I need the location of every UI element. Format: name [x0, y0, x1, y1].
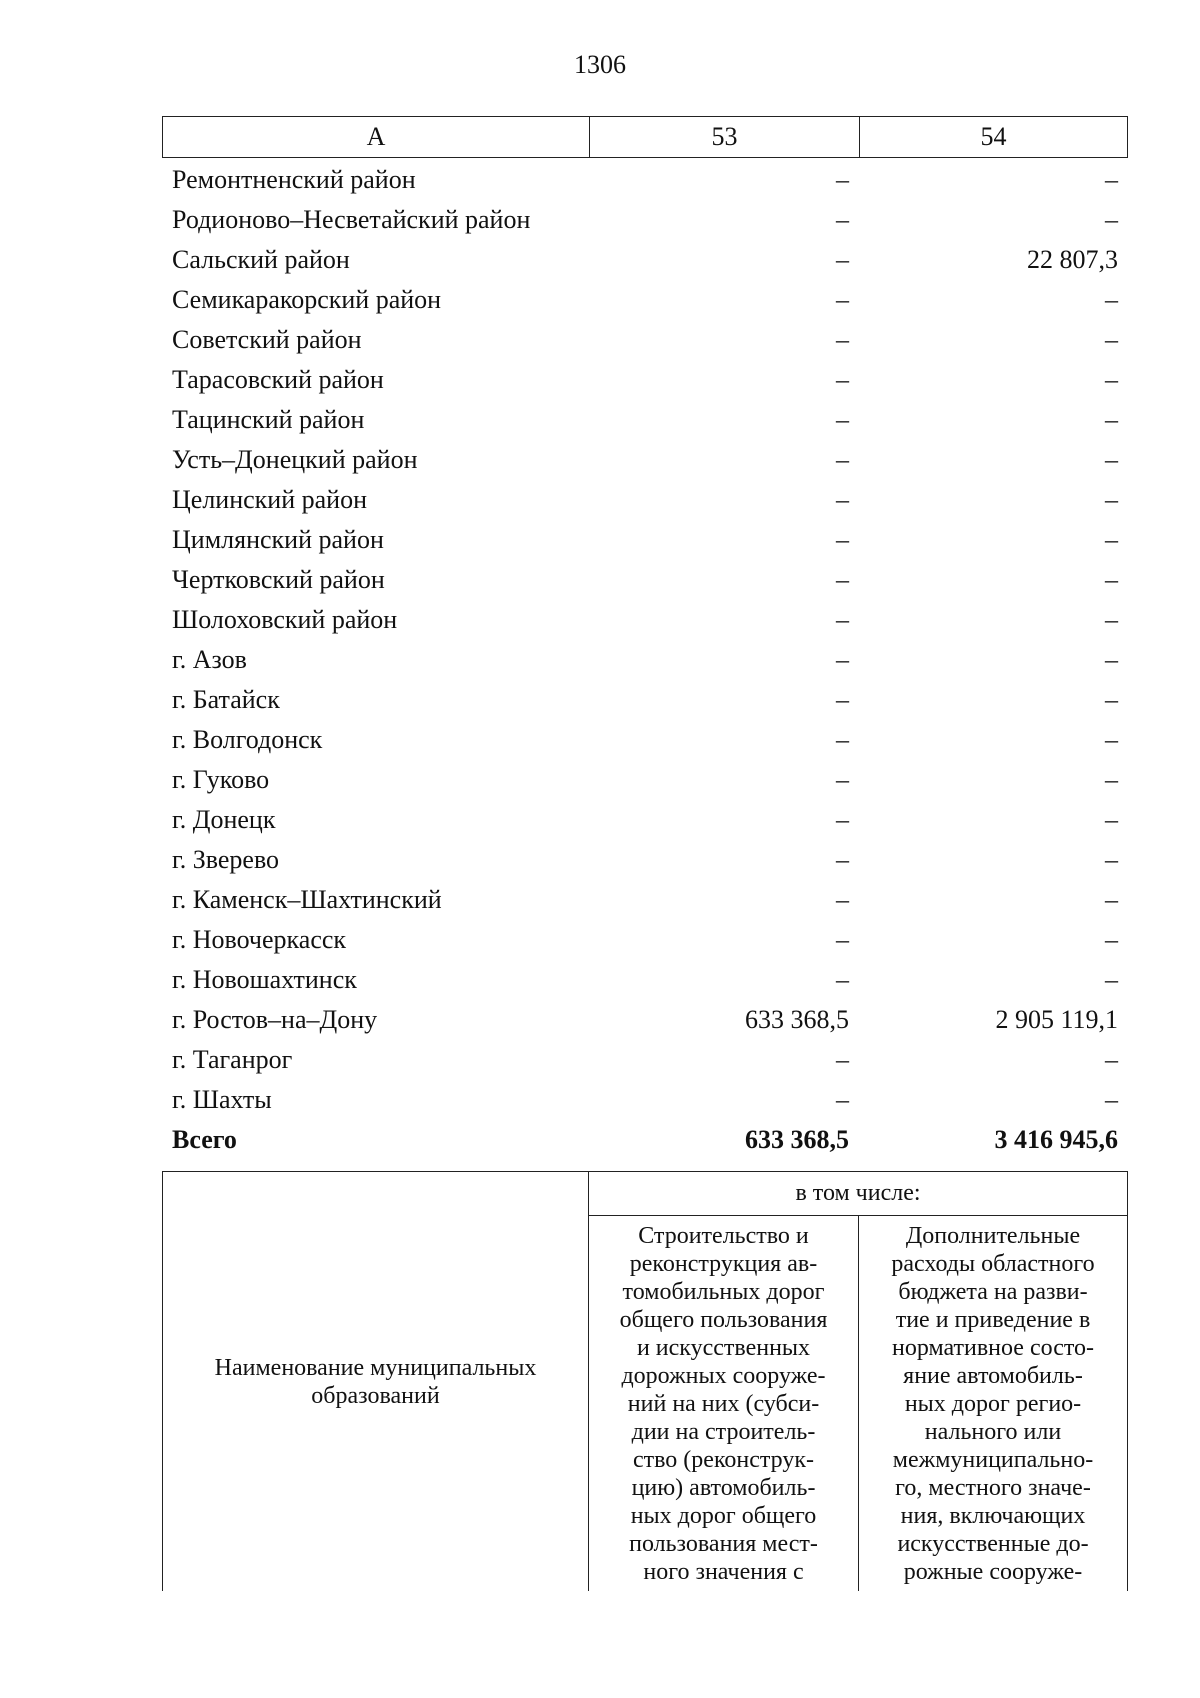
table-row [162, 1080, 1128, 1120]
value-col-54: – [1105, 925, 1118, 954]
municipality-name-header: Наименование муниципальных образований [163, 1172, 589, 1591]
table-row [162, 600, 1128, 640]
header-text-line: ния, включающих [900, 1503, 1086, 1529]
table-row [162, 160, 1128, 200]
table-row [162, 920, 1128, 960]
value-col-53: – [836, 325, 849, 354]
table-row [162, 200, 1128, 240]
value-col-53: – [836, 365, 849, 394]
additional-expenses-column-header [859, 1216, 1127, 1591]
value-col-54: – [1105, 445, 1118, 474]
municipality-name: Тарасовский район [172, 365, 384, 394]
table-row [162, 440, 1128, 480]
value-col-54: – [1105, 405, 1118, 434]
municipality-name: г. Зверево [172, 845, 280, 874]
value-col-54: – [1105, 885, 1118, 914]
table-row [162, 320, 1128, 360]
value-col-53: – [836, 645, 849, 674]
table-row [162, 680, 1128, 720]
value-col-54: – [1105, 1085, 1118, 1114]
header-text-line: тие и приведение в [895, 1307, 1091, 1333]
table-row [162, 1000, 1128, 1040]
construction-column-header [589, 1216, 859, 1591]
value-col-54: – [1105, 605, 1118, 634]
value-col-54: – [1105, 965, 1118, 994]
value-col-54: – [1105, 645, 1118, 674]
municipality-name: г. Батайск [172, 685, 280, 714]
value-col-54: 3 416 945,6 [994, 1125, 1118, 1154]
data-table [162, 160, 1128, 1160]
municipality-name: Сальский район [172, 245, 350, 274]
value-col-53: – [836, 525, 849, 554]
value-col-53: – [836, 245, 849, 274]
value-col-53: – [836, 845, 849, 874]
column-header-54: 54 [980, 122, 1007, 151]
table-row [162, 360, 1128, 400]
table-row [162, 1040, 1128, 1080]
value-col-54: – [1105, 165, 1118, 194]
value-col-54: 2 905 119,1 [995, 1005, 1118, 1034]
header-text-line: ний на них (субси- [627, 1391, 820, 1417]
table-row [162, 720, 1128, 760]
municipality-name: Целинский район [172, 485, 367, 514]
table-row [162, 760, 1128, 800]
value-col-53: – [836, 405, 849, 434]
header-text-line: и искусственных [636, 1335, 811, 1361]
value-col-54: – [1105, 325, 1118, 354]
header-text-line: дии на строитель- [631, 1419, 816, 1445]
header-text-line: нормативное состо- [891, 1335, 1095, 1361]
value-col-54: – [1105, 845, 1118, 874]
municipality-name: г. Шахты [172, 1085, 272, 1114]
municipality-name: Чертковский район [172, 565, 385, 594]
header-text-line: ных дорог общего [630, 1503, 817, 1529]
header-text-line: расходы областного [891, 1251, 1095, 1277]
value-col-53: – [836, 925, 849, 954]
table-row [162, 880, 1128, 920]
header-text-line: искусственные до- [897, 1531, 1089, 1557]
value-col-54: – [1105, 765, 1118, 794]
header-text-line: бюджета на разви- [898, 1279, 1088, 1305]
header-text-line: реконструкция ав- [629, 1251, 818, 1277]
value-col-53: – [836, 765, 849, 794]
value-col-53: – [836, 285, 849, 314]
header-text-line: Дополнительные [905, 1223, 1081, 1249]
value-col-53: – [836, 1045, 849, 1074]
municipality-name: г. Таганрог [172, 1045, 293, 1074]
municipality-name: г. Азов [172, 645, 247, 674]
table-row [162, 960, 1128, 1000]
table-row [162, 560, 1128, 600]
value-col-54: – [1105, 485, 1118, 514]
page-number: 1306 [574, 50, 626, 79]
value-col-53: – [836, 565, 849, 594]
column-header-row [162, 116, 1128, 158]
municipality-name: г. Новошахтинск [172, 965, 357, 994]
value-col-53: – [836, 965, 849, 994]
table-row [162, 520, 1128, 560]
header-text-line: общего пользования [619, 1307, 828, 1333]
municipality-name: г. Волгодонск [172, 725, 323, 754]
column-header-53: 53 [590, 117, 860, 157]
table-row [162, 640, 1128, 680]
value-col-53: – [836, 885, 849, 914]
header-text-line: го, местного значе- [895, 1475, 1091, 1501]
table-row [162, 400, 1128, 440]
value-col-54: – [1105, 365, 1118, 394]
municipality-name: Всего [172, 1125, 237, 1154]
municipality-name: Семикаракорский район [172, 285, 442, 314]
value-col-54: – [1105, 285, 1118, 314]
total-row [162, 1120, 1128, 1160]
table-row [162, 840, 1128, 880]
municipality-name: г. Донецк [172, 805, 276, 834]
value-col-53: – [836, 725, 849, 754]
municipality-name: Усть–Донецкий район [172, 445, 418, 474]
value-col-53: 633 368,5 [745, 1005, 849, 1034]
including-header: в том числе: [589, 1172, 1127, 1216]
municipality-name: Цимлянский район [172, 525, 384, 554]
header-text-line: цию) автомобиль- [631, 1475, 816, 1501]
municipality-name: Тацинский район [172, 405, 365, 434]
lower-header-table [162, 1171, 1128, 1591]
value-col-53: – [836, 1085, 849, 1114]
header-text-line: ство (реконструк- [632, 1447, 814, 1473]
value-col-54: – [1105, 205, 1118, 234]
header-text-line: нального или [924, 1419, 1062, 1445]
column-header-a: А [163, 117, 590, 157]
header-text-line: ного значения с [643, 1559, 804, 1585]
value-col-53: – [836, 165, 849, 194]
table-row [162, 800, 1128, 840]
value-col-53: – [836, 485, 849, 514]
header-text-line: дорожных сооруже- [621, 1363, 826, 1389]
value-col-54: – [1105, 725, 1118, 754]
value-col-54: – [1105, 805, 1118, 834]
value-col-53: – [836, 445, 849, 474]
header-text-line: межмуниципально- [892, 1447, 1094, 1473]
value-col-54: – [1105, 685, 1118, 714]
municipality-name: Советский район [172, 325, 362, 354]
value-col-54: – [1105, 1045, 1118, 1074]
value-col-53: – [836, 605, 849, 634]
table-row [162, 480, 1128, 520]
header-text-line: яние автомобиль- [903, 1363, 1083, 1389]
header-text-line: ных дорог регио- [904, 1391, 1082, 1417]
header-text-line: рожные сооруже- [903, 1559, 1083, 1585]
municipality-name: г. Новочеркасск [172, 925, 347, 954]
value-col-54: – [1105, 525, 1118, 554]
value-col-53: 633 368,5 [745, 1125, 849, 1154]
municipality-name: г. Ростов–на–Дону [172, 1005, 378, 1034]
municipality-name: Ремонтненский район [172, 165, 416, 194]
header-text-line: Строительство и [638, 1223, 809, 1249]
table-row [162, 280, 1128, 320]
header-text-line: томобильных дорог [622, 1279, 825, 1305]
value-col-53: – [836, 205, 849, 234]
value-col-53: – [836, 685, 849, 714]
value-col-53: – [836, 805, 849, 834]
municipality-name: Родионово–Несветайский район [172, 205, 531, 234]
municipality-name: Шолоховский район [172, 605, 398, 634]
value-col-54: 22 807,3 [1027, 245, 1118, 274]
table-row [162, 240, 1128, 280]
municipality-name: г. Гуково [172, 765, 270, 794]
municipality-name: г. Каменск–Шахтинский [172, 885, 442, 914]
header-text-line: пользования мест- [629, 1531, 818, 1557]
value-col-54: – [1105, 565, 1118, 594]
